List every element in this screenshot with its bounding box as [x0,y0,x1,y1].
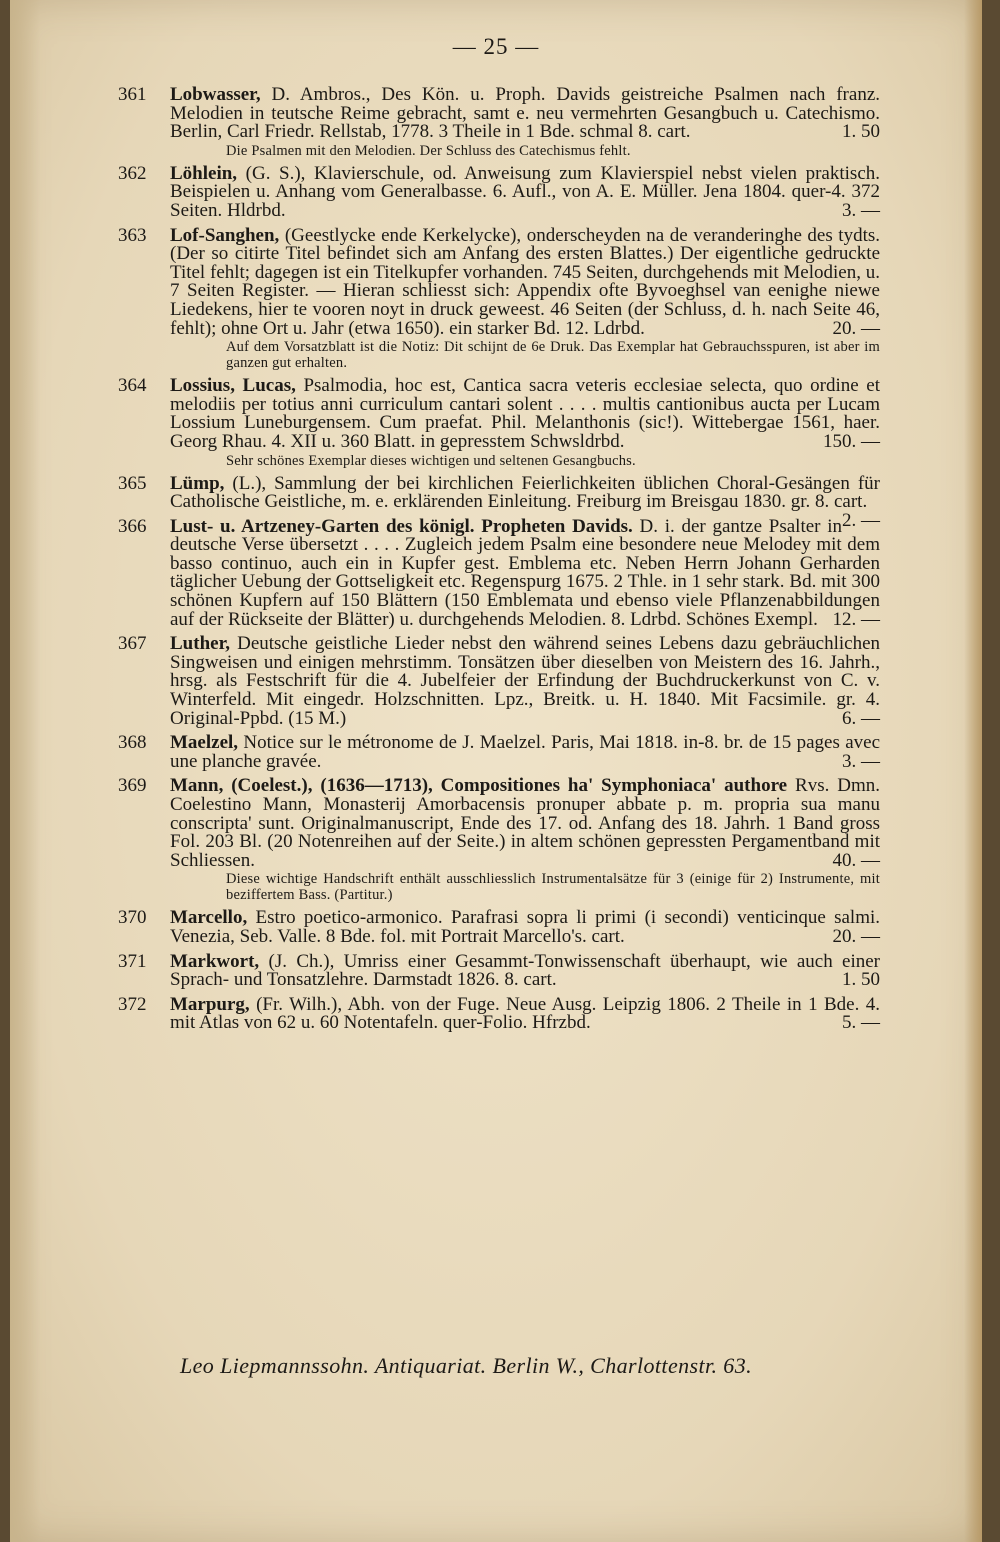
entry-text: (G. S.), Klavierschule, od. Anweisung zum Klavierspiel nebst vielen praktisch. Beispielen u. Anhang vom Generalbasse. 6. Aufl., von A. E. Müller. Jena 1804. quer-4. 372 Seiten. Hldrbd. [170,162,880,221]
entry-text: (L.), Sammlung der bei kirchlichen Feierlichkeiten üblichen Choral-Gesängen für Catholische Geistliche, m. e. erklärenden Einleitung. Freiburg im Breisgau 1830. gr. 8. cart. [170,472,880,513]
entry-number: 365 [118,472,147,494]
entry-text: Rvs. Dmn. Coelestino Mann, Monasterij Amorbacensis pronuper abbate p. m. propria sua manu conscripta' sunt. Originalmanuscript, Ende des 17. od. Anfang des 18. Jahrh. 1 Band gross Fol. 203 Bl. (20 Notenreihen auf der Seite.) in altem schönen gepressten Pergamentband mit Schliessen. [170,775,880,871]
entry-price: 2. — [842,509,880,531]
entry-text: (J. Ch.), Umriss einer Gesammt-Tonwissenschaft überhaupt, wie auch einer Sprach- und Tonsatzlehre. Darmstadt 1826. 8. cart. [170,950,881,991]
entry-text: Notice sur le métronome de J. Maelzel. Paris, Mai 1818. in-8. br. de 15 pages avec une planche gravée. [170,732,881,772]
entry-body [170,909,880,946]
entry-body [170,734,880,771]
entry-number: 369 [118,775,147,797]
entry-author: Maelzel, [170,732,239,754]
catalog-entry [118,734,880,771]
entry-text: Psalmodia, hoc est, Cantica sacra veteris ecclesiae selecta, quo ordine et melodiis per totius anni curriculum cantari solent . . . . multis cantionibus aucta per Lucam Lossium Luneburgensem. Cum praefat. Phil. Melanthonis (sic!). Wittebergae 1561, haer. Georg Rhau. 4. XII u. 360 Blatt. in gepresstem Schwsldrbd. [170,375,880,452]
entry-body [170,515,880,630]
entry-author: Löhlein, [170,162,238,184]
entry-author: Lümp, [170,472,225,494]
catalog-entry [118,950,881,991]
entry-price: 20. — [832,317,880,339]
entry-price: 1. 50 [842,121,880,143]
entry-note: Auf dem Vorsatzblatt ist die Notiz: Dit schijnt de 6e Druk. Das Exemplar hat Gebrauchsspuren, ist aber im ganzen gut erhalten. [226,339,880,372]
entry-number: 367 [118,633,147,655]
page-number: — 25 — [452,34,540,59]
catalog-entry [118,86,880,159]
entry-number: 372 [118,993,147,1015]
entry-text: Deutsche geistliche Lieder nebst den während seines Lebens dazu gebräuchlichen Singweisen und einigen mehrstimm. Tonsätzen über dieselben von Meistern des 16. Jahrh., hrsg. als Festschrift für die 4. Jubelfeier der Erfindung der Buchdruckerkunst von C. v. Winterfeld. Mit eingedr. Holzschnitten. Lpz., Breitk. u. H. 1840. Mit Facsimile. gr. 4. Original-Ppbd. (15 M.) [170,633,881,729]
entry-body [170,777,880,870]
entry-note: Die Psalmen mit den Melodien. Der Schluss des Catechismus fehlt. [226,142,631,159]
entry-body [170,950,881,991]
entry-body [170,635,880,728]
entry-price: 12. — [832,608,880,630]
catalog-entry [118,162,880,221]
entry-author: Markwort, [170,950,260,972]
page-edge-shadow [964,0,982,1542]
entry-author: Mann, (Coelest.), (1636—1713), Compositiones ha' Symphoniaca' authore [170,775,788,797]
entry-body [170,86,880,142]
entry-body [170,993,880,1034]
catalog-entry [118,224,881,372]
page-spine-shadow [10,0,40,1542]
entry-text: Estro poetico-armonico. Parafrasi sopra li primi (i secondi) venticinque salmi. Venezia, Seb. Valle. 8 Bde. fol. mit Portrait Marcello's. cart. [170,907,881,947]
entry-number: 362 [118,162,147,184]
catalog-entry [118,515,880,630]
entry-note: Sehr schönes Exemplar dieses wichtigen und seltenen Gesangbuchs. [226,452,636,469]
entry-number: 361 [118,84,147,105]
entry-number: 371 [118,950,147,972]
entry-text: (Geestlycke ende Kerkelycke), onderscheyden na de veranderinghe des tydts. (Der so citirte Titel befindet sich am Anfang des ersten Blattes.) Der eigentliche gedruckte Titel fehlt; dagegen ist ein Titelkupfer vorhanden. 745 Seiten, durchgehends mit Melodien, u. 7 Seiten Register. — Hieran schliesst sich: Appendix ofte Byvoeghsel van eenighe niewe Liedekens, hier te vooren noyt in druck geweest. 46 Seiten (der Schluss, d. h. nach Seite 46, fehlt); ohne Ort u. Jahr (etwa 1650). ein starker Bd. 12. Ldrbd. [170,224,881,339]
entry-number: 364 [118,375,147,397]
entry-body [170,377,880,451]
entry-price: 3. — [842,750,880,772]
catalog-entries [118,86,880,1039]
entry-price: 150. — [823,430,880,452]
entry-author: Lossius, Lucas, [170,375,296,397]
catalog-entry [118,777,880,903]
entry-number: 366 [118,515,147,537]
entry-price: 3. — [842,199,880,221]
catalog-entry [118,909,880,946]
entry-note: Diese wichtige Handschrift enthält ausschliesslich Instrumentalsätze für 3 (einige für 2) Instrumente, mit beziffertem Bass. (Partitur.) [226,871,880,904]
catalog-entry [118,377,880,468]
catalog-entry [118,635,880,728]
entry-author: Marcello, [170,907,248,929]
entry-body [170,162,880,221]
entry-author: Luther, [170,633,231,655]
entry-number: 370 [118,907,147,929]
entry-number: 368 [118,732,147,754]
entry-body [170,224,881,339]
entry-price: 40. — [832,849,880,871]
entry-price: 1. 50 [842,969,880,991]
entry-author: Marpurg, [170,993,250,1015]
entry-author: Lof-Sanghen, [170,224,280,246]
entry-price: 20. — [832,925,880,947]
entry-text: D. Ambros., Des Kön. u. Proph. Davids geistreiche Psalmen nach franz. Melodien in teutsche Reime gebracht, samt e. neu vermehrten Gesangbuch u. Catechismo. Berlin, Carl Friedr. Rellstab, 1778. 3 Theile in 1 Bde. schmal 8. cart. [170,84,881,143]
publisher-footer: Leo Liepmannssohn. Antiquariat. Berlin W., Charlottenstr. 63. [180,1353,753,1378]
catalog-page [10,0,982,1542]
entry-price: 6. — [842,707,880,729]
entry-author: Lust- u. Artzeney-Garten des königl. Propheten Davids. [170,515,633,537]
entry-number: 363 [118,224,147,246]
entry-author: Lobwasser, [170,84,261,105]
entry-text: (Fr. Wilh.), Abh. von der Fuge. Neue Ausg. Leipzig 1806. 2 Theile in 1 Bde. 4. mit Atlas von 62 u. 60 Notentafeln. quer-Folio. Hfrzbd. [170,993,880,1034]
catalog-entry [118,993,880,1034]
entry-text: D. i. der gantze Psalter in deutsche Verse übersetzt . . . . Zugleich jedem Psalm eine besondere neue Melodey mit dem basso continuo, auch ein in Kupfer gest. Emblema etc. Neben Herrn Johann Gerharden täglicher Uebung der Gottseligkeit etc. Regenspurg 1675. 2 Thle. in 1 sehr stark. Bd. mit 300 schönen Kupfern auf 150 Blättern (150 Emblemata und ebenso viele Pflanzenabbildungen auf der Rückseite der Blätter) u. durchgehends Melodien. 8. Ldrbd. Schönes Exempl. [170,515,880,630]
entry-price: 5. — [842,1012,880,1034]
